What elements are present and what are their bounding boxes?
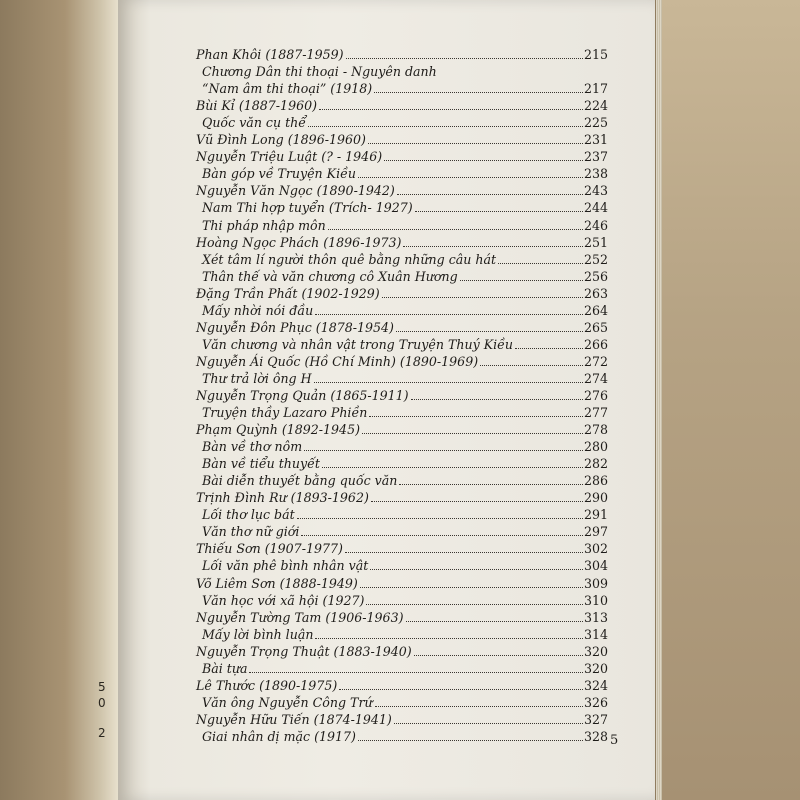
toc-entry-work [196,215,608,232]
dot-leader [460,279,583,281]
toc-entry-page: 251 [583,234,608,250]
toc-entry-work [196,79,608,96]
toc-entry-author [196,573,608,590]
toc-entry-title: Thân thế và văn chương cô Xuân Hương [202,268,458,284]
toc-entry-work [196,403,608,420]
toc-entry-author [196,420,608,437]
toc-entry-page: 276 [583,387,608,403]
toc-entry-work [196,505,608,522]
toc-entry-author [196,181,608,198]
dot-leader [304,449,583,451]
toc-entry-page: 327 [583,711,608,727]
toc-entry-title: Vũ Đình Long (1896-1960) [196,132,366,148]
toc-entry-page: 272 [583,353,608,369]
toc-entry-title: “Nam âm thi thoại” (1918) [202,81,373,97]
toc-entry-page: 266 [583,336,608,352]
dot-leader [371,500,583,502]
dot-leader [414,654,583,656]
toc-entry-title: Thiếu Sơn (1907-1977) [196,541,343,557]
dot-leader [339,688,583,690]
toc-entry-page: 314 [583,626,608,642]
dot-leader [396,330,583,332]
dot-leader [308,125,583,127]
toc-entry-title: Võ Liêm Sơn (1888-1949) [196,575,358,591]
dot-leader [314,381,583,383]
dot-leader [346,57,583,59]
toc-entry-page: 246 [583,217,608,233]
toc-entry-title: Truyện thầy Lazaro Phiền [202,405,368,421]
toc-entry-page: 309 [583,575,608,591]
toc-entry-work [196,556,608,573]
toc-entry-page: 238 [583,166,608,182]
toc-entry-title: Nguyễn Triệu Luật (? - 1946) [196,149,383,165]
toc-entry-work [196,522,608,539]
edge-mark: 0 [98,696,106,710]
toc-entry-page: 237 [583,149,608,165]
toc-entry-page: 324 [583,677,608,693]
toc-entry-page: 265 [583,319,608,335]
toc-entry-page: 256 [583,268,608,284]
toc-entry-work [196,62,608,79]
toc-entry-author [196,488,608,505]
toc-entry-page: 291 [583,507,608,523]
dot-leader [382,296,583,298]
dot-leader [515,347,583,349]
toc-entry-title: Bàn về thơ nôm [202,439,303,455]
toc-entry-author [196,642,608,659]
toc-entry-title: Bàn góp về Truyện Kiều [202,166,356,182]
toc-entry-page: 215 [583,47,608,63]
dot-leader [439,75,585,76]
edge-mark: 5 [98,680,106,694]
toc-entry-author [196,45,608,62]
dot-leader [411,398,583,400]
toc-entry-page: 304 [583,558,608,574]
toc-entry-author [196,710,608,727]
page-stack-edge [656,0,662,800]
toc-entry-title: Văn thơ nữ giới [202,524,300,540]
toc-entry-title: Trịnh Đình Rư (1893-1962) [196,490,369,506]
toc-entry-work [196,727,608,744]
dot-leader [360,586,583,588]
dot-leader [315,637,583,639]
toc-entry-page: 243 [583,183,608,199]
toc-entry-title: Lối thơ lục bát [202,507,295,523]
toc-entry-page: 286 [583,473,608,489]
toc-entry-title: Thư trả lời ông H [202,370,312,386]
toc-entry-page: 277 [583,405,608,421]
toc-entry-author [196,284,608,301]
toc-entry-page: 264 [583,302,608,318]
toc-entry-page: 320 [583,643,608,659]
dot-leader [249,671,582,673]
toc-entry-author [196,318,608,335]
table-of-contents [196,45,608,744]
toc-entry-title: Văn ông Nguyễn Công Trứ [202,694,373,710]
toc-entry-title: Phạm Quỳnh (1892-1945) [196,422,360,438]
dot-leader [366,603,583,605]
toc-entry-author [196,676,608,693]
toc-entry-title: Đặng Trần Phất (1902-1929) [196,285,380,301]
toc-entry-work [196,301,608,318]
toc-entry-title: Bàn về tiểu thuyết [202,456,320,472]
toc-entry-title: Lối văn phê bình nhân vật [202,558,369,574]
toc-entry-work [196,113,608,130]
toc-entry-title: Lê Thước (1890-1975) [196,677,338,693]
toc-entry-author [196,96,608,113]
edge-mark: 2 [98,726,106,740]
dot-leader [375,705,583,707]
toc-entry-page: 310 [583,592,608,608]
toc-entry-title: Phan Khôi (1887-1959) [196,47,344,63]
toc-entry-page: 297 [583,524,608,540]
dot-leader [301,534,583,536]
toc-entry-title: Thi pháp nhập môn [202,217,326,233]
dot-leader [328,228,583,230]
toc-entry-work [196,164,608,181]
toc-entry-title: Bài tựa [202,660,248,676]
dot-leader [358,739,583,741]
dot-leader [362,432,583,434]
toc-entry-title: Văn học với xã hội (1927) [202,592,365,608]
toc-entry-page: 252 [583,251,608,267]
toc-entry-author [196,352,608,369]
toc-entry-title: Nguyễn Hữu Tiến (1874-1941) [196,711,392,727]
dot-leader [297,517,583,519]
dot-leader [358,176,583,178]
toc-entry-page: 302 [583,541,608,557]
toc-entry-work [196,591,608,608]
toc-entry-page: 290 [583,490,608,506]
dot-leader [370,568,583,570]
toc-entry-work [196,267,608,284]
toc-entry-title: Nguyễn Tường Tam (1906-1963) [196,609,404,625]
toc-entry-title: Nguyễn Ái Quốc (Hồ Chí Minh) (1890-1969) [196,353,479,369]
dot-leader [322,466,583,468]
toc-entry-page: 225 [583,115,608,131]
dot-leader [384,159,583,161]
toc-entry-title: Xét tâm lí người thôn quê bằng những câu hát [202,251,497,267]
toc-entry-title: Nguyễn Đôn Phục (1878-1954) [196,319,394,335]
toc-entry-page: 244 [583,200,608,216]
toc-entry-author [196,539,608,556]
toc-entry-work [196,454,608,471]
toc-entry-page: 280 [583,439,608,455]
toc-entry-author [196,233,608,250]
dot-leader [374,91,583,93]
toc-entry-author [196,386,608,403]
toc-entry-title: Nguyễn Trọng Thuật (1883-1940) [196,643,412,659]
toc-entry-work [196,198,608,215]
toc-entry-page: 326 [583,694,608,710]
toc-entry-work [196,471,608,488]
toc-entry-work [196,659,608,676]
dot-leader [399,483,583,485]
toc-entry-title: Mấy nhời nói đầu [202,302,314,318]
dot-leader [369,415,583,417]
dot-leader [319,108,583,110]
toc-entry-title: Hoàng Ngọc Phách (1896-1973) [196,234,402,250]
toc-entry-title: Chương Dân thi thoại - Nguyên danh [202,64,437,80]
toc-entry-title: Giai nhân dị mặc (1917) [202,728,356,744]
dot-leader [498,262,583,264]
dot-leader [345,551,583,553]
dot-leader [406,620,583,622]
toc-entry-work [196,693,608,710]
toc-entry-title: Văn chương và nhân vật trong Truyện Thuý Kiều [202,336,513,352]
dot-leader [315,313,583,315]
toc-entry-page: 313 [583,609,608,625]
toc-entry-page: 263 [583,285,608,301]
dot-leader [397,193,583,195]
toc-entry-author [196,130,608,147]
toc-entry-page: 320 [583,660,608,676]
toc-entry-title: Bài diễn thuyết bằng quốc văn [202,473,398,489]
toc-entry-page: 278 [583,422,608,438]
dot-leader [415,210,583,212]
toc-entry-work [196,335,608,352]
toc-entry-work [196,369,608,386]
previous-page-edge [0,0,118,800]
dot-leader [403,245,583,247]
dot-leader [368,142,583,144]
toc-entry-page: 224 [583,98,608,114]
toc-entry-work [196,250,608,267]
toc-entry-page: 282 [583,456,608,472]
toc-entry-page: 231 [583,132,608,148]
toc-entry-page: 274 [583,370,608,386]
toc-entry-work [196,625,608,642]
dot-leader [480,364,583,366]
toc-entry-author [196,608,608,625]
background-surface [655,0,800,800]
toc-entry-author [196,147,608,164]
toc-entry-title: Bùi Kỉ (1887-1960) [196,98,318,114]
dot-leader [394,722,583,724]
toc-entry-title: Nam Thi hợp tuyển (Trích- 1927) [202,200,413,216]
toc-entry-title: Quốc văn cụ thể [202,115,307,131]
toc-entry-title: Mấy lời bình luận [202,626,314,642]
toc-entry-work [196,437,608,454]
page-number: 5 [610,733,619,748]
toc-entry-title: Nguyễn Văn Ngọc (1890-1942) [196,183,395,199]
toc-entry-page: 217 [583,81,608,97]
toc-entry-page: 328 [583,728,608,744]
toc-entry-title: Nguyễn Trọng Quản (1865-1911) [196,387,409,403]
